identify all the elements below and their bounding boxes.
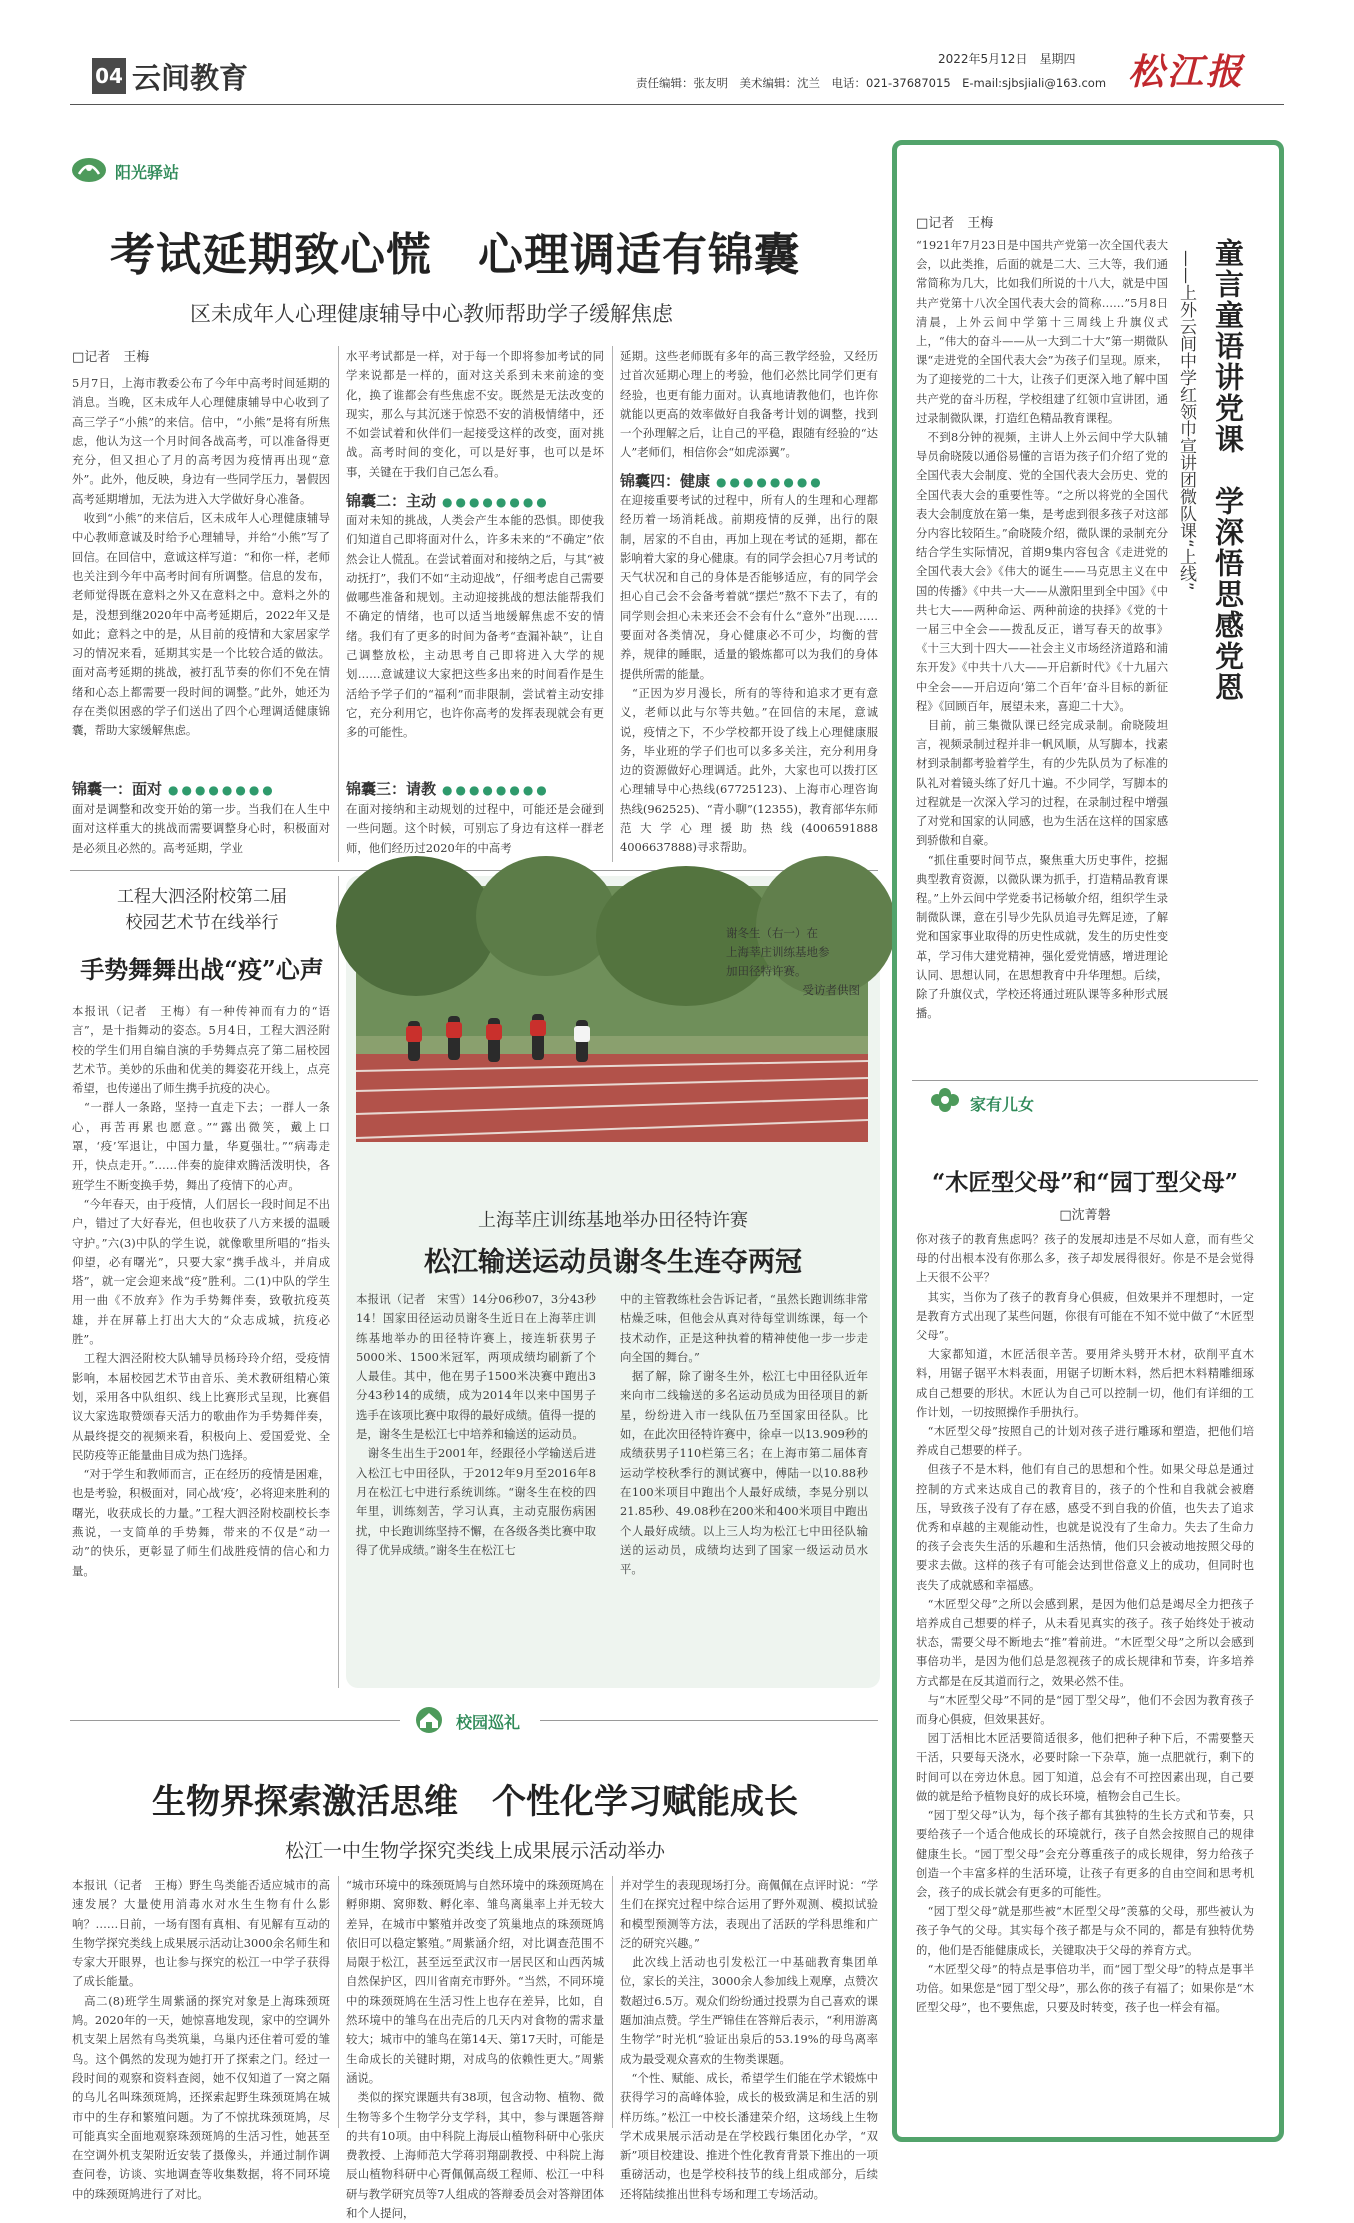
dot-divider: ●●●●●●●● [442,495,550,509]
header-rule [70,104,1284,105]
section-name: 云间教育 [132,61,249,95]
jinnang-1-heading [72,778,332,799]
jinnang-3-heading [346,778,606,799]
main-article-col3-intro: 延期。这些老师既有多年的高三教学经验，又经历过首次延期心理上的考验，他们必然比同学们更有经验，也更有能力面对。认真地请教他们，也许你就能以更高的效率做好自我备考计划的调整，找到一个孙理解之后，让自己的平稳，跟随有经验的“达人”老师们，相信你会“如虎添翼”。 [620,349,878,460]
section-label-family: 家有儿女 [970,1095,1035,1114]
paper-masthead: 松江报 [1128,51,1246,93]
section-label-campus: 校园巡礼 [456,1713,521,1732]
gesture-kicker-line1: 工程大泗泾附校第二届 [117,887,287,907]
photo-caption-line: 加田径特许赛。 [726,964,807,978]
photo-caption-line: 谢冬生（右一）在 [726,926,818,940]
sidebar-top-byline: □记者 王梅 [916,216,994,231]
campus-divider-left [70,1720,400,1721]
main-article-col2-jn2: 面对未知的挑战，人类会产生本能的恐惧。即使我们知道自己即将面对什么，许多未来的“不确定”依然会让人慌乱。在尝试着面对和接纳之后，与其“被动抚打”，我们不如“主动迎战”，仔细考虑自己需要做哪些准备和规划。主动迎接挑战的想法能帮我们不确定的情绪，也可以适当地缓解焦虑不安的情绪。我们有了更多的时间为备考“查漏补缺”，让自己调整放松，主动思考自己即将进入大学的规划……意诚建议大家把这些多出来的时间看作是生活给予学子们的“福利”而非限制，尝试着主动安排它，充分利用它，也许你高考的发挥表现就会有更多的可能性。 [346,513,604,740]
family-flower-icon [926,1086,964,1114]
sidebar-top-text: “1921年7月23日是中国共产党第一次全国代表大会，以此类推，后面的就是二大、三大等，我们通常简称为几大，比如我们所说的十八大，就是中国共产党第十八次全国代表大会的简称……”5月8日清晨，上外云间中学第十三周线上升旗仪式上，“伟大的奋斗——从一大到二十大”第一期微队课“走进党的全国代表大会”为孩子们呈现。原来，为了迎接党的二十大，让孩子们更深入地了解中国共产党的奋斗历程，学校组建了红领巾宣讲团，通过录制微队课，打造红色精品教育课程。 不到8分钟的视频，主讲人上外云间中学大队辅导员俞晓陵以通俗易懂的言语为孩子们介绍了党的全国代表大会制度、党的全国代表大会历史、党的全国代表大会的重要性等。“之所以将党的全国代表大会制度放在第一集，是考虑到很多孩子对这部分内容比较陌生。”俞晓陵介绍，微队课的录制充分结合学生实际情况，首期9集内容包含《走进党的全国代表大会》《伟大的诞生——马克思主义在中国的传播》《中共一大——从激阳里到全中国》《中共七大——两种命运、两种前途的抉择》《党的十一届三中全会——拨乱反正，谱写春天的故事》《十三大到十四大——社会主义市场经济道路和浦东开发》《中共十八大——开启新时代》《十九届六中全会——开启迈向‘第二个百年’奋斗目标的新征程》《回顾百年，展望未来，喜迎二十大》。 目前，前三集微队课已经完成录制。俞晓陵坦言，视频录制过程并非一帆风顺，从写脚本，找素材到录制都考验着学生，有的少先队员为了标准的队礼对着镜头练了好几十遍。不少同学，写脚本的过程就是一次深入学习的过程，在录制过程中增强了对党和国家的认同感，也为生活在这样的国家感到骄傲和自豪。 “抓住重要时间节点，聚焦重大历史事件，挖掘典型教育资源，以微队课为抓手，打造精品教育课程。”上外云间中学党委书记杨敏介绍，组织学生录制微队课，意在引导少先队员追寻先辉足迹，了解党和国家事业取得的历史性成就，发生的历史性变革，学习伟大建党精神，强化爱党情感，增进理论认同、思想认同，在思想教育中升华理想。后续，除了升旗仪式，学校还将通过班队课等多种形式展播。 [916,239,1168,1021]
jinnang-2-title: 锦囊二：主动 [346,492,437,510]
main-article-col2-jn3: 在面对接纳和主动规划的过程中，可能还是会碰到一些问题。这个时候，可别忘了身边有这样一群老师，他们经历过2020年的中高考 [346,802,604,855]
bio-article-subtitle: 松江一中生物学探究类线上成果展示活动举办 [284,1840,665,1862]
dot-divider: ●●●●●●●● [168,783,276,797]
main-article-col1-intro: 5月7日，上海市教委公布了今年中高考时间延期的消息。当晚，区未成年人心理健康辅导中心收到了高三学子“小熊”的来信。信中，“小熊”是将有所焦虑，他认为这一个月时间各战高考，可以准备得更充分，但又担心了月的高考因为疫情再出现“意外”。此外，他反映，身边有一些同学压力，暑假因高考延期增加，无法为进入大学做好身心准备。 收到“小熊”的来信后，区未成年人心理健康辅导中心教师意诚及时给予心理辅导，并给“小熊”写了回信。在回信中，意诚这样写道：“和你一样，老师也关注到今年中高考时间有所调整。信息的发布，老师觉得既在意料之外又在意料之中。意料之外的是，没想到继2020年中高考延期后，2022年又是如此；意料之中的是，从目前的疫情和大家居家学习的情况来看，延期其实是一个比较合适的做法。面对高考延期的挑战，被打乱节奏的你们不免在情绪和心态上都需要一段时间的调整。”此外，她还为存在类似困惑的学子们送出了四个心理调适健康锦囊，帮助大家缓解焦虑。 [72,376,330,738]
main-article-title: 考试延期致心慌 心理调适有锦囊 [110,228,801,281]
page-number-badge: 04 [92,58,126,94]
dot-divider: ●●●●●●●● [442,783,550,797]
gesture-kicker-line2: 校园艺术节在线举行 [125,913,279,933]
sidebar-top-title: 童言童语讲党课 学深悟思感党恩 [1211,238,1245,703]
section-rule [70,870,878,871]
track-article-kicker: 上海莘庄训练基地举办田径特许赛 [478,1210,748,1231]
bio-article-title: 生物界探索激活思维 个性化学习赋能成长 [152,1782,798,1822]
sidebar-top-subtitle: ——上外云间中学红领巾宣讲团微队课“上线” [1176,250,1196,591]
column-rule [338,346,339,862]
main-article-col3-jn4: 在迎接重要考试的过程中，所有人的生理和心理都经历着一场消耗战。前期疫情的反弹，出行的限制，居家的不自由，再加上现在考试的延期，都在影响着大家的身心健康。有的同学会担心7月考试的天气状况和自己的身体是否能够适应，有的同学会担心自己会不会备考着就“摆烂”熬不下去了，有的同学则会担心未来还会不会有什么“意外”出现……要面对各类情况，身心健康必不可少，均衡的营养，规律的睡眠，适量的锻炼都可以为我们的身体提供所需的能量。 “正因为岁月漫长，所有的等待和追求才更有意义，老师以此与尔等共勉。”在回信的末尾，意诚说，疫情之下，不少学校都开设了线上心理健康服务，毕业班的学子们也可以多多关注，充分利用身边的资源做好心理调适。此外，大家也可以拨打区心理辅导中心热线(67725123)、上海市心理咨询热线(962525)、“青小聊”(12355)，教育部华东师范大学心理援助热线(4006591888 4006637888)寻求帮助。 [620,493,878,855]
gesture-article-kicker [72,884,332,936]
column-rule [338,1876,339,2128]
column-rule [338,876,339,1688]
track-article-col2: 中的主管教练杜会告诉记者，“虽然长跑训练非常枯燥乏味，但他会从真对待每堂训练课，每一个技术动作，正是这种执着的精神使他一步一步走向全国的舞台。” 据了解，除了谢冬生外，松江七中田径队近年来向市二线输送的多名运动员成为田径项目的新星，纷纷进入市一线队伍乃至国家田径队。比如，在此次田径特许赛中，徐卓一以13.909秒的成绩获男子110栏第三名；在上海市第二届体育运动学校秋季行的测试赛中，傅陆一以10.88秒在100米项目中跑出个人最好成绩，李晃分别以21.85秒、49.08秒在200米和400米项目中跑出个人最好成绩。以上三人均为松江七中田径队输送的运动员，成绩均达到了国家一级运动员水平。 [620,1292,868,1577]
photo-credit: 受访者供图 [802,983,860,997]
campus-divider-right [540,1720,878,1721]
date-line: 2022年5月12日 星期四 [938,52,1076,66]
gesture-article-title: 手势舞舞出战“疫”心声 [80,955,324,984]
campus-house-icon [410,1706,448,1734]
track-article-title: 松江输送运动员谢冬生连夺两冠 [424,1247,802,1278]
gesture-article-text: 本报讯（记者 王梅）有一种传神而有力的“语言”，是十指舞动的姿态。5月4日，工程大泗泾附校的学生们用自编自演的手势舞点亮了第二届校园艺术节。美妙的乐曲和优美的舞姿花开线上，点亮希望，也传递出了师生携手抗疫的决心。 “一群人一条路，坚持一直走下去；一群人一条心，再苦再累也愿意。”“露出微笑，戴上口罩，‘疫’军退让，中国力量，华夏强壮。”“病毒走开，快点走开。”……伴奏的旋律欢腾活泼明快，各班学生不断变换手势，舞出了疫情下的心声。 “今年春天，由于疫情，人们居长一段时间足不出户，错过了大好春光，但也收获了八方来援的温暖守护。”六(3)中队的学生说，就像歌里所唱的“指头仰望，必有曙光”，只要大家“携手战斗，并肩成塔”，就一定会迎来战“疫”胜利。二(1)中队的学生用一曲《不放弃》作为手势舞伴奏，致敬抗疫英雄，并在屏幕上打出大大的“众志成城，抗疫必胜”。 工程大泗泾附校大队辅导员杨玲玲介绍，受疫情影响，本届校园艺术节由音乐、美术教研组精心策划，采用各中队组织、线上比赛形式呈现，比赛倡议大家选取赞颂春天活力的歌曲作为手势舞伴奏，从最终提交的视频来看，积极向上、爱国爱党、全民防疫等正能量曲目成为热门选择。 “对于学生和教师而言，正在经历的疫情是困难，也是考验，积极面对，同心战‘疫’，必将迎来胜利的曙光，收获成长的力量。”工程大泗泾附校副校长李燕说，一支简单的手势舞，带来的不仅是“动一动”的快乐，更彰显了师生们战胜疫情的信心和力量。 [72,1004,330,1578]
jinnang-2-heading [346,490,606,511]
bio-article-col3: 并对学生的表现现场打分。商佩佩在点评时说：“学生们在探究过程中综合运用了野外观测、模拟试验和模型预测等方法，表现出了活跃的学科思维和广泛的研究兴趣。” 此次线上活动也引发松江一中基础教育集团单位，家长的关注，3000余人参加线上观摩，点赞次数超过6.5万。观众们纷纷通过投票为自己喜欢的课题加油点赞。学生严锦佳在答辩后表示，“利用游离生物学”时光机“验证出泉后的53.19%的母鸟离率成为最受观众喜欢的生物类课题。 “个性、赋能、成长，希望学生们能在学术锻炼中获得学习的高峰体验，成长的极致满足和生活的别样历练。”松江一中校长潘建荣介绍，这场线上生物学术成果展示活动是在学校践行集团化办学，“双新”项目校建设、推进个性化教育背景下推出的一项重磅活动，也是学校科技节的线上组成部分，后续还将陆续推出世科专场和理工专场活动。 [620,1878,878,2201]
jinnang-3-title: 锦囊三：请教 [346,780,437,798]
bio-article-col2: “城市环境中的珠颈斑鸠与自然环境中的珠颈斑鸠在孵卵期、窝卵数、孵化率、雏鸟离巢率上并无较大差异，在城市中繁殖并改变了筑巢地点的珠颈斑鸠依旧可以稳定繁殖。”周紫涵介绍，对比调查范围不局限于松江，甚至远至武汉市一居民区和山西芮城自然保护区，四川省南充市野外。“当然，不同环境中的珠颈斑鸠在生活习性上也存在差异，比如，自然环境中的雏鸟在出壳后的几天内对食物的需求量较大；城市中的雏鸟在第14天、第17天时，可能是生命成长的关键时期，对成鸟的依赖性更大。”周紫涵说。 类似的探究课题共有38项，包含动物、植物、微生物等多个生物学分支学科，其中，参与课题答辩的共有10项。由中科院上海辰山植物科研中心张庆费教授、上海师范大学蒋羽翔副教授、中科院上海辰山植物科研中心胥佩佩高级工程师、松江一中科研与教学研究员等7人组成的答辩委员会对答辩团体和个人提问， [346,1878,604,2221]
column-rule [612,1876,613,2128]
jinnang-4-heading [620,470,880,491]
jinnang-1-title: 锦囊一：面对 [72,780,163,798]
track-article-col1: 本报讯（记者 宋雪）14分06秒07，3分43秒14！国家田径运动员谢冬生近日在上海莘庄训练基地举办的田径特许赛上，接连斩获男子5000米、1500米冠军，两项成绩均刷新了个人最佳。其中，他在男子1500米决赛中跑出3分43秒14的成绩，成为2014年以来中国男子选手在该项比赛中取得的最好成绩。值得一提的是，谢冬生是松江七中培养和输送的运动员。 谢冬生出生于2001年，经跟径小学输送后进入松江七中田径队，于2012年9月至2016年8月在松江七中进行系统训练。“谢冬生在校的四年里，训练刻苦，学习认真，主动克服伤病困扰，中长跑训练坚持不懈，在各级各类比赛中取得了优异成绩。”谢冬生在松江七 [356,1292,596,1557]
photo-caption [726,924,866,1000]
section-label-sunshine: 阳光驿站 [115,163,180,182]
dot-divider: ●●●●●●●● [716,475,824,489]
column-rule [612,346,613,862]
family-article-byline: □沈菁磐 [1059,1208,1111,1223]
main-article-col1-jn1: 面对是调整和改变开始的第一步。当我们在人生中面对这样重大的挑战而需要调整身心时，积极面对是必须且必然的。高考延期，学业 [72,802,330,855]
sunshine-leaf-icon [70,156,108,184]
bio-article-col1: 本报讯（记者 王梅）野生鸟类能否适应城市的高速发展？大量使用消毒水对水生生物有什么影响？……日前，一场有图有真相、有见解有互动的生物学探究类线上成果展示活动让3000余名师生和专家大开眼界，也让参与探究的松江一中学子获得了成长能量。 高二(8)班学生周紫涵的探究对象是上海珠颈斑鸠。2020年的一天，她惊喜地发现，家中的空调外机支架上居然有鸟类筑巢，乌巢内还住着可爱的雏鸟。这个偶然的发现为她打开了探索之门。经过一段时间的观察和资料查阅，她不仅知道了一窝之隔的乌儿名叫珠颈斑鸠，还探索起野生珠颈斑鸠在城市中的生存和繁殖问题。为了不惊扰珠颈斑鸠，尽可能真实全面地观察珠颈斑鸠的生活习性，她甚至在空调外机支架附近安装了摄像头，并通过制作调查问卷，访谈、实地调查等收集数据，将不同环境中的珠颈斑鸠进行了对比。 [72,1878,330,2201]
main-article-col2-intro: 水平考试都是一样，对于每一个即将参加考试的同学来说都是一样的，面对这关系到未来前途的变化，换了谁都会有些焦虑不安。既然是无法改变的现实，那么与其沉迷于惊恐不安的消极情绪中，还不如尝试着和伙伴们一起接受这样的改变，面对挑战。高考时间的变化，可以是好事，也可以是坏事，关键在于我们自己怎么看。 [346,349,604,479]
photo-caption-line: 上海莘庄训练基地参 [726,945,830,959]
editors-line: 责任编辑：张友明 美术编辑：沈兰 电话：021-37687015 E-mail:sjbsjiali@163.com [636,76,1107,90]
main-article-byline: □记者 王梅 [72,350,150,365]
family-article-text: 你对孩子的教育焦虑吗？孩子的发展却违是不尽如人意，而有些父母的付出根本没有你那么多，孩子却发展得很好。你是不是会觉得上天很不公平？ 其实，当你为了孩子的教育身心俱疲，但效果并不理想时，一定是教育方式出现了某些问题，你很有可能在不知不觉中做了“木匠型父母”。 大家都知道，木匠活很辛苦。要用斧头劈开木材，砍削平直木料，用锯子锯平木料表面，用锯子切断木料，然后把木料精雕细琢成自己想要的形状。木匠认为自己可以控制一切，他们有详细的工作计划，一切按照操作手册执行。 “木匠型父母”按照自己的计划对孩子进行雕琢和塑造，把他们培养成自己想要的样子。 但孩子不是木料，他们有自己的思想和个性。如果父母总是通过控制的方式来达成自己的教育目的，孩子的个性和自我就会被磨压，导致孩子没有了存在感，感受不到自我的价值，也失去了追求优秀和卓越的主观能动性，也就是说没有了生命力。失去了生命力的孩子会丧失生活的乐趣和生活热情，他们只会被动地按照父母的要求去做。这样的孩子有可能会达到世俗意义上的成功，但同时也丧失了成就感和幸福感。 “木匠型父母”之所以会感到累，是因为他们总是竭尽全力把孩子培养成自己想要的样子，从未看见真实的孩子。孩子始终处于被动状态，需要父母不断地去“推”着前进。“木匠型父母”之所以会感到事倍功半，是因为他们总是忽视孩子的成长规律和节奏，许多培养方式都是在反其道而行之，效果必然不佳。 与“木匠型父母”不同的是“园丁型父母”，他们不会因为教育孩子而身心俱疲，但效果甚好。 园丁活相比木匠活要简适很多，他们把种子种下后，不需要整天干活，只要每天浇水，必要时除一下杂草，施一点肥就行，剩下的时间可以在旁边休息。园丁知道，总会有不可控因素出现，自己要做的就是给予植物良好的成长环境，植物会自己生长。 “园丁型父母”认为，每个孩子都有其独特的生长方式和节奏，只要给孩子一个适合他成长的环境就行，孩子自然会按照自己的规律健康生长。“园丁型父母”会充分尊重孩子的成长规律，努力给孩子创造一个丰富多样的生活环境，让孩子有更多的自由空间和思考机会，孩子的成长就会有更多的可能性。 “园丁型父母”就是那些被“木匠型父母”羡慕的父母，那些被认为孩子争气的父母。其实每个孩子都是与众不同的，都是有独特优势的，他们是否能健康成长，关键取决于父母的养育方式。 “木匠型父母”的特点是事倍功半，而“园丁型父母”的特点是事半功倍。如果您是“园丁型父母”，那么你的孩子有福了；如果你是“木匠型父母”，也不要焦虑，只要及时转变，孩子也一样会有福。 [916,1233,1254,2015]
family-article-title: “木匠型父母”和“园丁型父母” [932,1169,1238,1196]
jinnang-4-title: 锦囊四：健康 [620,472,711,490]
sidebar-divider [912,1080,1258,1081]
main-article-subtitle: 区未成年人心理健康辅导中心教师帮助学子缓解焦虑 [190,302,673,326]
